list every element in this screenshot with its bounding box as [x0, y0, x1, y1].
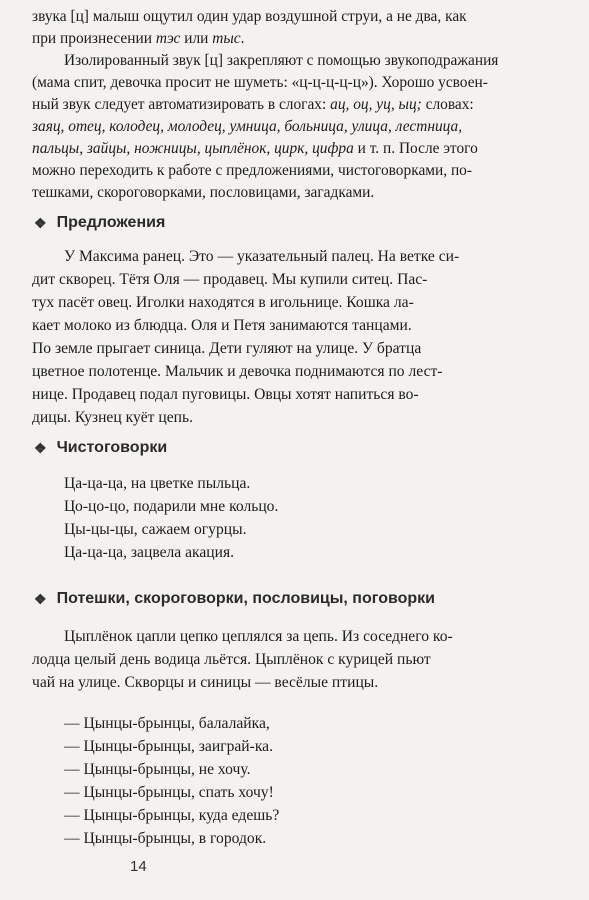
- text-line: По земле прыгает синица. Дети гуляют на улице. У братца: [32, 340, 422, 357]
- dialogue-line: — Цынцы-брынцы, заиграй-ка.: [64, 738, 274, 755]
- intro-line: [32, 28, 562, 50]
- intro-line: звука [ц] малыш ощутил один удар воздушной струи, а не два, как: [32, 8, 467, 25]
- text-line: Ца-ца-ца, на цветке пыльца.: [64, 475, 251, 492]
- intro-line: [32, 94, 562, 116]
- dialogue-line: — Цынцы-брынцы, балалайка,: [64, 715, 270, 732]
- italic-words: пальцы, зайцы, ножницы, цыплёнок, цирк, цифра: [32, 140, 354, 157]
- heading-text: Потешки, скороговорки, пословицы, поговорки: [56, 590, 435, 607]
- text-line: тух пасёт овец. Иголки находятся в игольнице. Кошка ла-: [32, 294, 414, 311]
- italic-word: тэс: [155, 30, 181, 47]
- italic-word: тыс: [212, 30, 241, 47]
- section-heading-sentences: [34, 214, 165, 232]
- text-line: лодца целый день водица льётся. Цыплёнок с курицей пьют: [32, 651, 431, 668]
- intro-line: [32, 138, 562, 160]
- text-line: Цо-цо-цо, подарили мне кольцо.: [64, 498, 279, 515]
- heading-text: Чистоговорки: [56, 439, 168, 456]
- italic-syllables: ац, оц, уц, ыц;: [330, 96, 422, 113]
- intro-line: (мама спит, девочка просит не шуметь: «ц-ц-ц-ц-ц»). Хорошо усвоен-: [32, 74, 488, 91]
- text-line: чай на улице. Скворцы и синицы — весёлые птицы.: [32, 674, 379, 691]
- text-line: У Максима ранец. Это — указательный палец. На ветке си-: [64, 248, 460, 265]
- heading-text: Предложения: [56, 214, 166, 231]
- text: и т. п. После этого: [353, 140, 478, 157]
- text-line: Ца-ца-ца, зацвела акация.: [64, 544, 235, 561]
- text-line: Цы-цы-цы, сажаем огурцы.: [64, 521, 247, 538]
- text-line: кает молоко из блюдца. Оля и Петя занимаются танцами.: [32, 317, 412, 334]
- text: ный звук следует автоматизировать в слогах:: [32, 96, 331, 113]
- dialogue-line: — Цынцы-брынцы, не хочу.: [64, 761, 251, 778]
- text-line: дицы. Кузнец куёт цепь.: [32, 409, 194, 426]
- diamond-cluster-icon: ❖: [34, 590, 47, 607]
- intro-line: можно переходить к работе с предложениями, чистоговорками, по-: [32, 162, 473, 179]
- rhymes-paragraph: [32, 625, 562, 694]
- sentences-paragraph: [32, 245, 562, 429]
- rhymes-dialogue: [32, 712, 562, 850]
- text: или: [180, 30, 213, 47]
- intro-paragraph: [32, 6, 562, 204]
- text: .: [240, 30, 245, 47]
- intro-line: тешками, скороговорками, пословицами, загадками.: [32, 184, 375, 201]
- text-line: цветное полотенце. Мальчик и девочка поднимаются по лест-: [32, 363, 443, 380]
- diamond-cluster-icon: ❖: [34, 214, 47, 231]
- text: словах:: [421, 96, 474, 113]
- intro-line: Изолированный звук [ц] закрепляют с помощью звукоподражания: [64, 52, 499, 69]
- text-line: дит скворец. Тётя Оля — продавец. Мы купили ситец. Пас-: [32, 271, 428, 288]
- text-line: нице. Продавец подал пуговицы. Овцы хотят напиться во-: [32, 386, 419, 403]
- diamond-cluster-icon: ❖: [34, 439, 47, 456]
- page-number: 14: [130, 858, 147, 875]
- section-heading-twisters: [34, 439, 167, 457]
- dialogue-line: — Цынцы-брынцы, спать хочу!: [64, 784, 274, 801]
- dialogue-line: — Цынцы-брынцы, куда едешь?: [64, 807, 280, 824]
- twisters-list: [32, 472, 562, 564]
- text: при произнесении: [32, 30, 156, 47]
- dialogue-line: — Цынцы-брынцы, в городок.: [64, 830, 267, 847]
- intro-line: заяц, отец, колодец, молодец, умница, больница, улица, лестница,: [32, 118, 463, 135]
- text-line: Цыплёнок цапли цепко цеплялся за цепь. Из соседнего ко-: [64, 628, 453, 645]
- section-heading-rhymes: [34, 590, 435, 608]
